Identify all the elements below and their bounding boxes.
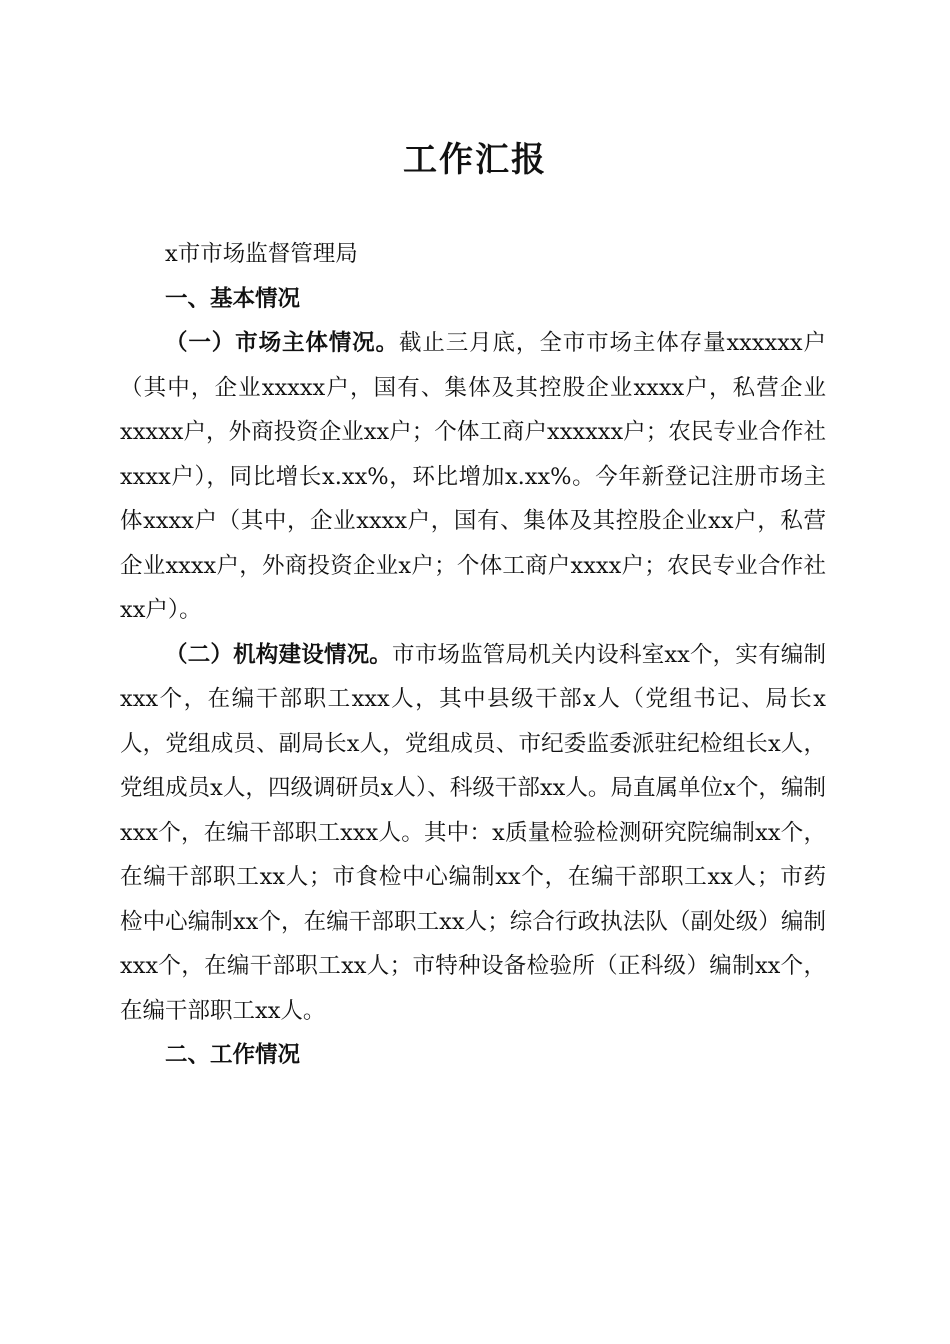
paragraph-organization-building bbox=[120, 633, 826, 1034]
section-heading-work-status: 二、工作情况 bbox=[165, 1042, 301, 1068]
paragraph-market-entities bbox=[120, 321, 826, 633]
document-body bbox=[120, 232, 826, 1078]
issuing-organization: x市市场监督管理局 bbox=[165, 241, 358, 267]
paragraph-text-market-entities: 截止三月底，全市市场主体存量xxxxxx户（其中，企业xxxxx户，国有、集体及其控股企业xxxx户，私营企业xxxxx户，外商投资企业xx户；个体工商户xxxxxx户；农民专业合作社xxxx户），同比增长x.xx%，环比增加x.xx%。今年新登记注册市场主体xxxx户（其中，企业xxxx户，国有、集体及其控股企业xx户，私营企业xxxx户，外商投资企业x户；个体工商户xxxx户；农民专业合作社xx户）。 bbox=[120, 330, 826, 623]
document-title: 工作汇报 bbox=[403, 140, 547, 180]
paragraph-lead-market-entities: （一）市场主体情况。 bbox=[165, 330, 399, 356]
paragraph-lead-organization-building: （二）机构建设情况。 bbox=[165, 641, 392, 668]
paragraph-text-organization-building: 市市场监管局机关内设科室xx个，实有编制xxx个，在编干部职工xxx人，其中县级干部x人（党组书记、局长x人，党组成员、副局长x人，党组成员、市纪委监委派驻纪检组长x人，党组成员x人，四级调研员x人）、科级干部xx人。局直属单位x个，编制xxx个，在编干部职工xxx人。其中：x质量检验检测研究院编制xx个，在编干部职工xx人；市食检中心编制xx个，在编干部职工xx人；市药检中心编制xx个，在编干部职工xx人；综合行政执法队（副处级）编制xxx个，在编干部职工xx人；市特种设备检验所（正科级）编制xx个，在编干部职工xx人。 bbox=[120, 641, 826, 1024]
section-heading-basic-info: 一、基本情况 bbox=[165, 285, 301, 312]
